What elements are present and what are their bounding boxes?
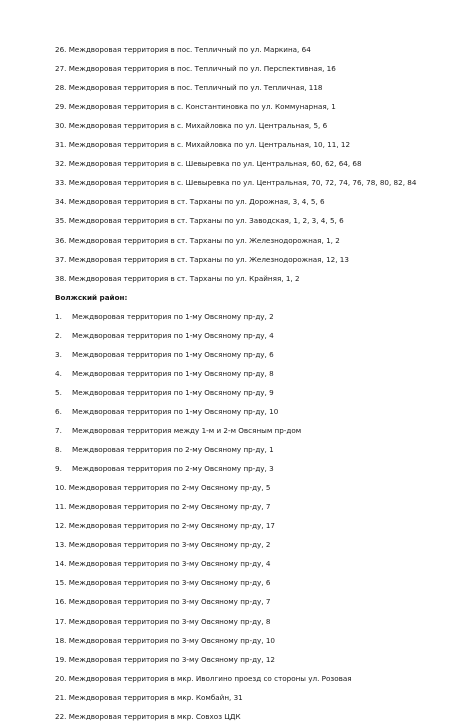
- list-item-number: 7.: [55, 426, 62, 435]
- list-item: [55, 312, 450, 322]
- list-item: [55, 83, 450, 93]
- list-item-number: 13.: [55, 540, 67, 550]
- list-item: [55, 502, 450, 512]
- list-item-text: Междворовая территория по 2-му Овсяному пр-ду, 1: [72, 445, 274, 455]
- list-item: [55, 121, 450, 131]
- list-item-number: 36.: [55, 235, 67, 245]
- list-item-number: 16.: [55, 597, 67, 607]
- list-item: [55, 102, 450, 112]
- list-item-text: Междворовая территория в ст. Тарханы по ул. Железнодорожная, 1, 2: [68, 235, 340, 245]
- list-item-text: Междворовая территория по 1-му Овсяному пр-ду, 4: [72, 330, 274, 340]
- list-item-number: 10.: [55, 483, 67, 493]
- section-heading: Волжский район:: [55, 292, 128, 302]
- list-item: [55, 331, 450, 341]
- list-item: [55, 483, 450, 493]
- list-item-text: Междворовая территория по 3-му Овсяному пр-ду, 10: [68, 635, 276, 645]
- list-item-text: Междворовая территория в ст. Тарханы по ул. Дорожная, 3, 4, 5, 6: [68, 197, 325, 207]
- list-item-number: 33.: [55, 178, 67, 188]
- list-item-text: Междворовая территория по 2-му Овсяному пр-ду, 17: [68, 521, 276, 531]
- list-item-number: 11.: [55, 502, 67, 512]
- list-item: [55, 255, 450, 265]
- list-item: [55, 236, 450, 246]
- list-item: [55, 693, 450, 703]
- list-item-number: 30.: [55, 121, 67, 131]
- list-item-text: Междворовая территория по 3-му Овсяному пр-ду, 12: [68, 654, 276, 664]
- list-item-text: Междворовая территория в пос. Тепличный по ул. Маркина, 64: [68, 45, 311, 54]
- list-item: [55, 64, 450, 74]
- list-item-text: Междворовая территория в с. Михайловка по ул. Центральная, 10, 11, 12: [68, 140, 351, 150]
- list-item-text: Междворовая территория по 3-му Овсяному пр-ду, 7: [68, 597, 271, 607]
- list-item-text: Междворовая территория по 1-му Овсяному пр-ду, 10: [72, 406, 279, 416]
- list-item: [55, 617, 450, 627]
- list-item-text: Междворовая территория в мкр. Совхоз ЦДК: [68, 711, 241, 721]
- list-item-number: 15.: [55, 578, 67, 588]
- list-item-number: 3.: [55, 349, 62, 359]
- list-item: [55, 216, 450, 226]
- list-item-number: 12.: [55, 521, 67, 531]
- list-item-number: 18.: [55, 635, 67, 645]
- list-item-text: Междворовая территория по 2-му Овсяному пр-ду, 7: [68, 502, 271, 512]
- list-item: [55, 578, 450, 588]
- list-item-text: Междворовая территория в ст. Тарханы по ул. Крайняя, 1, 2: [68, 273, 300, 283]
- list-item-text: Междворовая территория по 3-му Овсяному пр-ду, 6: [68, 578, 271, 588]
- list-item-text: Междворовая территория в ст. Тарханы по ул. Железнодорожная, 12, 13: [68, 254, 349, 264]
- list-item: [55, 426, 450, 436]
- list-item: [55, 674, 450, 684]
- list-item-number: 4.: [55, 368, 62, 378]
- list-item-text: Междворовая территория в пос. Тепличный по ул. Перспективная, 16: [68, 64, 336, 74]
- list-item-text: Междворовая территория по 1-му Овсяному пр-ду, 8: [72, 368, 274, 378]
- list-item-text: Междворовая территория по 1-му Овсяному пр-ду, 6: [72, 349, 274, 359]
- list-item-number: 5.: [55, 387, 62, 397]
- list-item-number: 31.: [55, 140, 67, 150]
- list-item-number: 14.: [55, 559, 67, 569]
- list-item-number: 2.: [55, 330, 62, 340]
- list-item: [55, 350, 450, 360]
- list-item-text: Междворовая территория в с. Шевыревка по ул. Центральная, 60, 62, 64, 68: [68, 159, 362, 169]
- list-item: [55, 369, 450, 379]
- list-item: [55, 140, 450, 150]
- list-item: [55, 540, 450, 550]
- list-item: [55, 197, 450, 207]
- list-item: [55, 159, 450, 169]
- list-item-text: Междворовая территория по 1-му Овсяному пр-ду, 2: [72, 311, 274, 321]
- list-item-text: Междворовая территория в мкр. Комбайн, 31: [68, 692, 243, 702]
- list-item-text: Междворовая территория по 1-му Овсяному пр-ду, 9: [72, 387, 274, 397]
- list-item: [55, 407, 450, 417]
- list-item-text: Междворовая территория по 3-му Овсяному пр-ду, 8: [68, 616, 271, 626]
- list-item-number: 20.: [55, 673, 67, 683]
- list-item-number: 9.: [55, 464, 62, 474]
- list-item: [55, 178, 450, 188]
- list-item: [55, 597, 450, 607]
- list-item: [55, 464, 450, 474]
- list-item-number: 37.: [55, 254, 67, 264]
- list-item-text: Междворовая территория между 1-м и 2-м Овсяным пр-дом: [72, 426, 302, 435]
- list-item: [55, 655, 450, 665]
- list-item-text: Междворовая территория в ст. Тарханы по ул. Заводская, 1, 2, 3, 4, 5, 6: [68, 216, 344, 226]
- list-item-text: Междворовая территория в с. Шевыревка по ул. Центральная, 70, 72, 74, 76, 78, 80, 82, 84: [68, 178, 417, 188]
- list-item-text: Междворовая территория в мкр. Иволгино проезд со стороны ул. Розовая: [68, 673, 352, 683]
- list-item-number: 35.: [55, 216, 67, 226]
- list-item: [55, 559, 450, 569]
- list-item-number: 28.: [55, 83, 67, 93]
- list-item: [55, 388, 450, 398]
- list-item-text: Междворовая территория в с. Михайловка по ул. Центральная, 5, 6: [68, 121, 328, 131]
- list-item-number: 17.: [55, 616, 67, 626]
- list-item: [55, 636, 450, 646]
- list-item-number: 8.: [55, 445, 62, 455]
- list-item-number: 29.: [55, 102, 67, 112]
- list-item: [55, 521, 450, 531]
- list-item-text: Междворовая территория в пос. Тепличный по ул. Тепличная, 118: [68, 83, 323, 93]
- list-item-number: 6.: [55, 406, 62, 416]
- list-item-number: 22.: [55, 711, 67, 721]
- list-item-text: Междворовая территория по 3-му Овсяному пр-ду, 2: [68, 540, 271, 550]
- list-item-number: 38.: [55, 273, 67, 283]
- list-item-text: Междворовая территория по 3-му Овсяному пр-ду, 4: [68, 559, 271, 569]
- list-item: [55, 445, 450, 455]
- list-item: [55, 45, 450, 55]
- list-item-number: 34.: [55, 197, 67, 207]
- list-item-number: 19.: [55, 654, 67, 664]
- list-item-number: 1.: [55, 311, 62, 321]
- list-item-number: 27.: [55, 64, 67, 74]
- list-item-text: Междворовая территория в с. Константиновка по ул. Коммунарная, 1: [68, 102, 336, 112]
- list-item: [55, 712, 450, 722]
- list-item: [55, 274, 450, 284]
- list-item-number: 32.: [55, 159, 67, 169]
- list-item-text: Междворовая территория по 2-му Овсяному пр-ду, 5: [68, 483, 271, 493]
- list-item-number: 21.: [55, 692, 67, 702]
- list-item-text: Междворовая территория по 2-му Овсяному пр-ду, 3: [72, 464, 274, 474]
- list-item-number: 26.: [55, 45, 67, 54]
